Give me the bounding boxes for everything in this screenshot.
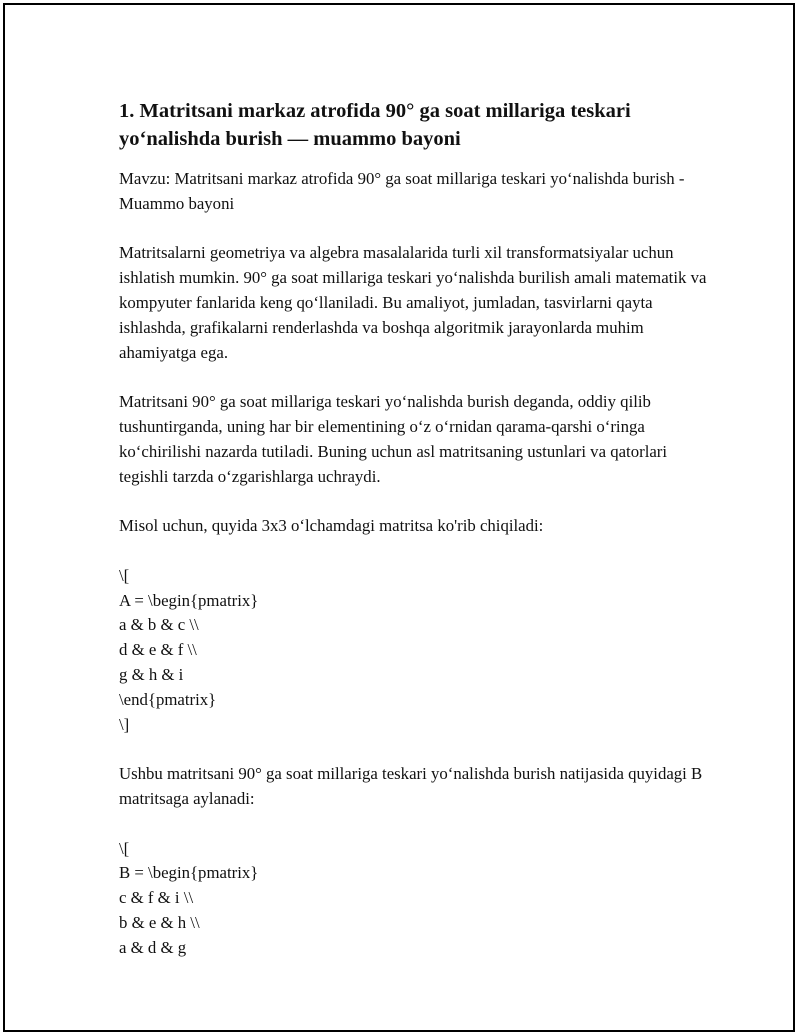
math-line: \] — [119, 714, 130, 734]
example-intro-paragraph: Misol uchun, quyida 3x3 o‘lchamdagi matritsa ko'rib chiqiladi: — [119, 516, 544, 536]
math-line: \[ — [119, 565, 130, 585]
math-line: B = \begin{pmatrix} — [119, 863, 259, 883]
math-line: d & e & f \\ — [119, 640, 197, 660]
page-frame — [3, 3, 795, 1032]
math-line: a & b & c \\ — [119, 615, 199, 635]
explanation-paragraph: Matritsani 90° ga soat millariga teskari yo‘nalishda burish deganda, oddiy qilib tushuntirganda, uning har bir elementining o‘z o‘rnidan qarama-qarshi o‘ringa ko‘chirilishi nazarda tutiladi. Buning uchun asl matritsaning ustunlari va qatorlari tegishli tarzda o‘zgarishlarga uchraydi. — [119, 392, 668, 486]
math-line: g & h & i — [119, 664, 184, 684]
math-line: b & e & h \\ — [119, 912, 200, 932]
math-line: c & f & i \\ — [119, 888, 194, 908]
topic-paragraph: Mavzu: Matritsani markaz atrofida 90° ga soat millariga teskari yo‘nalishda burish - Muammo bayoni — [119, 169, 685, 213]
section-heading: 1. Matritsani markaz atrofida 90° ga soat millariga teskari yo‘nalishda burish — muammo bayoni — [119, 100, 631, 150]
intro-paragraph: Matritsalarni geometriya va algebra masalalarida turli xil transformatsiyalar uchun ishlatish mumkin. 90° ga soat millariga teskari yo‘nalishda burilish amali matematik va kompyuter fanlarida keng qo‘llaniladi. Bu amaliyot, jumladan, tasvirlarni qayta ishlashda, grafikalarni renderlashda va boshqa algoritmik jarayonlarda muhim ahamiyatga ega. — [119, 243, 707, 362]
matrix-b-block — [119, 837, 709, 961]
math-line: a & d & g — [119, 937, 187, 957]
math-line: A = \begin{pmatrix} — [119, 590, 259, 610]
math-line: \[ — [119, 838, 130, 858]
result-intro-paragraph: Ushbu matritsani 90° ga soat millariga teskari yo‘nalishda burish natijasida quyidagi B matritsaga aylanadi: — [119, 764, 703, 808]
math-line: \end{pmatrix} — [119, 689, 217, 709]
matrix-a-block — [119, 564, 709, 738]
document-body — [119, 97, 709, 985]
